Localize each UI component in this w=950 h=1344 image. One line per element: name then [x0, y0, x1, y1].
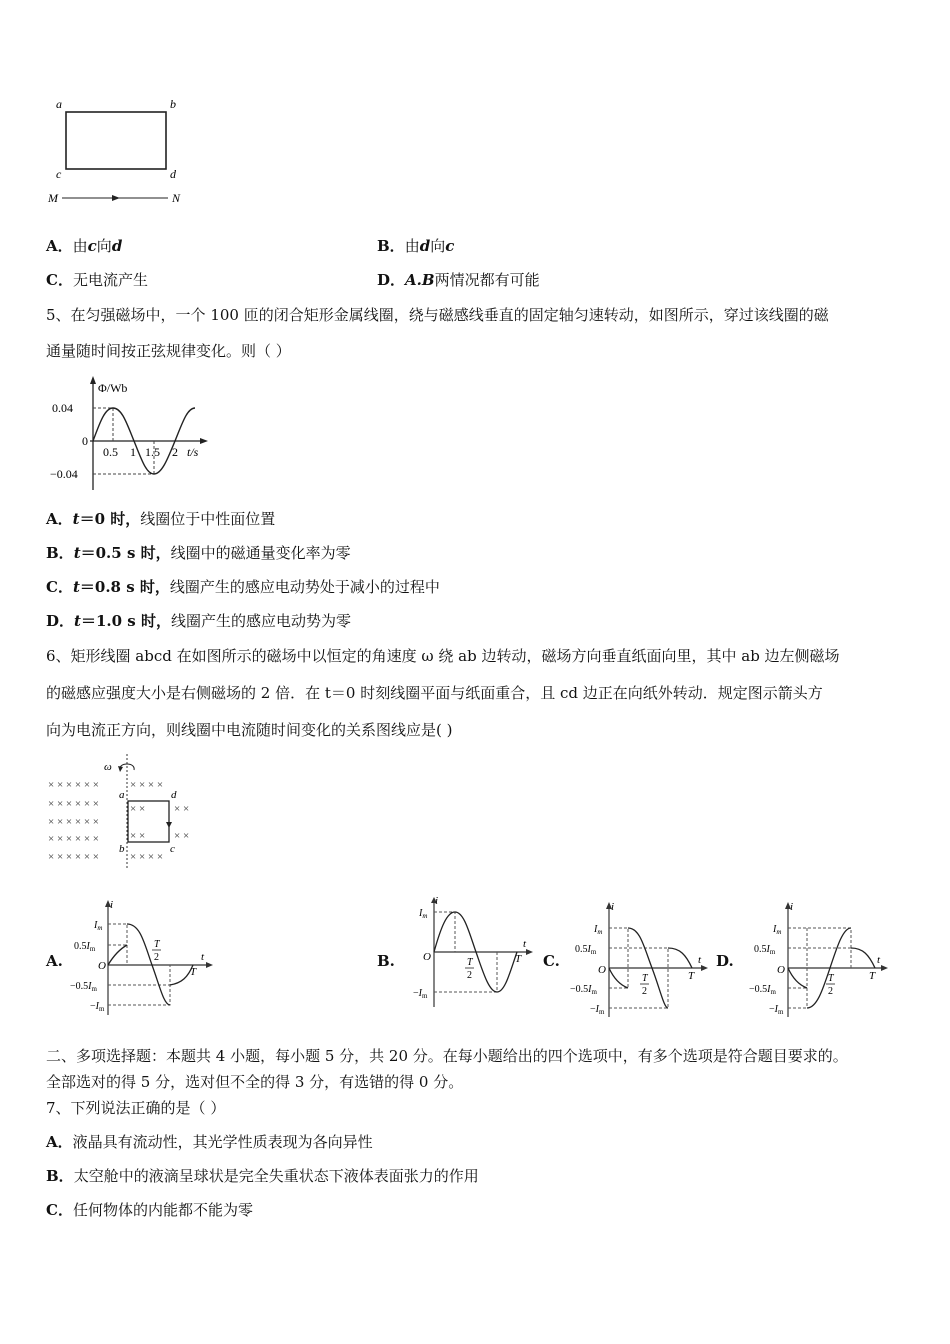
q5-flux-chart [50, 372, 220, 497]
svg-text:i: i [611, 901, 615, 913]
svg-text:2: 2 [154, 952, 159, 963]
svg-text:1: 1 [130, 445, 136, 459]
q6-stem-line1: 6、矩形线圈 abcd 在如图所示的磁场中以恒定的角速度 ω 绕 ab 边转动，磁场方向垂直纸面向里，其中 ab 边左侧磁场 [46, 647, 840, 665]
svg-text:× × × ×: × × × × [130, 851, 164, 863]
q6-option-b-label: B. [377, 952, 395, 970]
q7-option-b: B．太空舱中的液滴呈球状是完全失重状态下液体表面张力的作用 [46, 1167, 479, 1185]
svg-text:t: t [201, 951, 205, 963]
q6-stem-line2: 的磁感应强度大小是右侧磁场的 2 倍．在 t＝0 时刻线圈平面与纸面重合，且 cd 边正在向纸外转动．规定图示箭头方 [46, 684, 823, 702]
svg-text:T: T [642, 973, 648, 984]
svg-text:× × × × × ×: × × × × × × [48, 833, 99, 845]
svg-text:0.5Im: $0.5I_m$ [74, 941, 96, 953]
q6-option-d-graph [745, 897, 895, 1019]
svg-text:0.04: 0.04 [52, 401, 73, 415]
svg-text:c: c [170, 843, 175, 855]
svg-text:b: b [170, 97, 176, 111]
svg-text:−Im: $-I_m$ [769, 1004, 784, 1016]
svg-text:0.5Im: $0.5I_m$ [575, 944, 597, 956]
svg-text:O: O [598, 964, 606, 976]
q4-option-b: B．由d向c [377, 237, 455, 255]
section2-heading-line2: 全部选对的得 5 分，选对但不全的得 3 分，有选错的得 0 分。 [46, 1073, 464, 1091]
svg-text:c: c [56, 167, 62, 181]
svg-text:× × × × × ×: × × × × × × [48, 816, 99, 828]
q7-stem: 7、下列说法正确的是（ ） [46, 1099, 226, 1117]
q5-stem-line1: 5、在匀强磁场中，一个 100 匝的闭合矩形金属线圈，绕与磁感线垂直的固定轴匀速转动，如图所示，穿过该线圈的磁 [46, 306, 829, 324]
svg-text:i: i [790, 901, 794, 913]
svg-text:i: i [110, 899, 114, 911]
svg-text:O: O [777, 964, 785, 976]
svg-text:T: T [467, 957, 473, 968]
svg-text:× ×: × × [174, 830, 190, 842]
svg-text:Φ/Wb: Φ/Wb [98, 381, 128, 395]
q4-option-c: C．无电流产生 [46, 271, 148, 289]
q4-option-d: D．A.B两情况都有可能 [377, 271, 540, 289]
svg-text:ω: ω [104, 761, 112, 773]
svg-text:Im: $I_m$ [773, 924, 782, 936]
svg-text:× ×: × × [174, 803, 190, 815]
svg-text:−Im: $-I_m$ [413, 988, 428, 1000]
svg-text:M: M [48, 191, 58, 205]
svg-text:Im: $I_m$ [594, 924, 603, 936]
svg-text:2: 2 [828, 986, 833, 997]
svg-text:b: b [119, 843, 125, 855]
q6-stem-line3: 向为电流正方向，则线圈中电流随时间变化的关系图线应是( ) [46, 721, 453, 739]
svg-text:T: T [515, 953, 522, 965]
svg-text:× × × ×: × × × × [130, 779, 164, 791]
svg-text:O: O [423, 951, 431, 963]
q6-option-a-label: A. [46, 952, 63, 970]
svg-text:−0.5Im: $-0.5I_m$ [570, 984, 597, 996]
svg-text:t: t [523, 938, 527, 950]
svg-text:× × × × × ×: × × × × × × [48, 851, 99, 863]
svg-text:a: a [56, 97, 62, 111]
q5-option-b: B．t＝0.5 s 时，线圈中的磁通量变化率为零 [46, 544, 351, 562]
q7-option-a: A．液晶具有流动性，其光学性质表现为各向异性 [46, 1133, 373, 1151]
svg-text:2: 2 [172, 445, 178, 459]
svg-text:T: T [828, 973, 834, 984]
svg-text:Im: $I_m$ [419, 908, 428, 920]
svg-text:× ×: × × [130, 830, 146, 842]
svg-text:2: 2 [467, 970, 472, 981]
q4-figure [40, 92, 200, 212]
q5-option-a: A．t＝0 时，线圈位于中性面位置 [46, 510, 276, 528]
svg-text:−0.5Im: $-0.5I_m$ [70, 981, 97, 993]
svg-text:0: 0 [82, 434, 88, 448]
svg-text:d: d [170, 167, 176, 181]
svg-text:O: O [98, 960, 106, 972]
svg-text:i: i [435, 897, 439, 907]
q6-option-c-graph [570, 897, 715, 1019]
svg-text:−Im: $-I_m$ [590, 1004, 605, 1016]
svg-text:t: t [877, 954, 881, 966]
svg-text:× ×: × × [130, 803, 146, 815]
q5-option-d: D．t＝1.0 s 时，线圈产生的感应电动势为零 [46, 612, 351, 630]
svg-text:−Im: $-I_m$ [90, 1001, 105, 1013]
svg-text:T: T [190, 966, 197, 978]
svg-text:Im: $I_m$ [94, 920, 103, 932]
svg-text:0.5Im: $0.5I_m$ [754, 944, 776, 956]
svg-text:t: t [698, 954, 702, 966]
svg-text:−0.04: −0.04 [50, 467, 78, 481]
q6-option-a-graph [70, 897, 220, 1019]
section2-heading-line1: 二、多项选择题：本题共 4 小题，每小题 5 分，共 20 分。在每小题给出的四个选项中，有多个选项是符合题目要求的。 [46, 1047, 848, 1065]
svg-text:1.5: 1.5 [145, 445, 160, 459]
svg-text:T: T [154, 939, 160, 950]
q6-option-c-label: C. [543, 952, 560, 970]
q6-option-d-label: D. [716, 952, 734, 970]
q5-option-c: C．t＝0.8 s 时，线圈产生的感应电动势处于减小的过程中 [46, 578, 440, 596]
q7-option-c: C．任何物体的内能都不能为零 [46, 1201, 253, 1219]
svg-text:−0.5Im: $-0.5I_m$ [749, 984, 776, 996]
svg-text:a: a [119, 789, 125, 801]
q4-option-a: A．由c向d [46, 237, 123, 255]
svg-text:T: T [688, 970, 695, 982]
q6-field-figure [40, 752, 220, 870]
q5-stem-line2: 通量随时间按正弦规律变化。则（ ） [46, 342, 291, 360]
svg-text:2: 2 [642, 986, 647, 997]
svg-text:0.5: 0.5 [103, 445, 118, 459]
svg-text:d: d [171, 789, 177, 801]
svg-text:× × × × × ×: × × × × × × [48, 798, 99, 810]
svg-text:N: N [172, 191, 181, 205]
svg-text:× × × × × ×: × × × × × × [48, 779, 99, 791]
q6-option-b-graph [405, 897, 540, 1019]
svg-text:t/s: t/s [187, 445, 199, 459]
svg-text:T: T [869, 970, 876, 982]
